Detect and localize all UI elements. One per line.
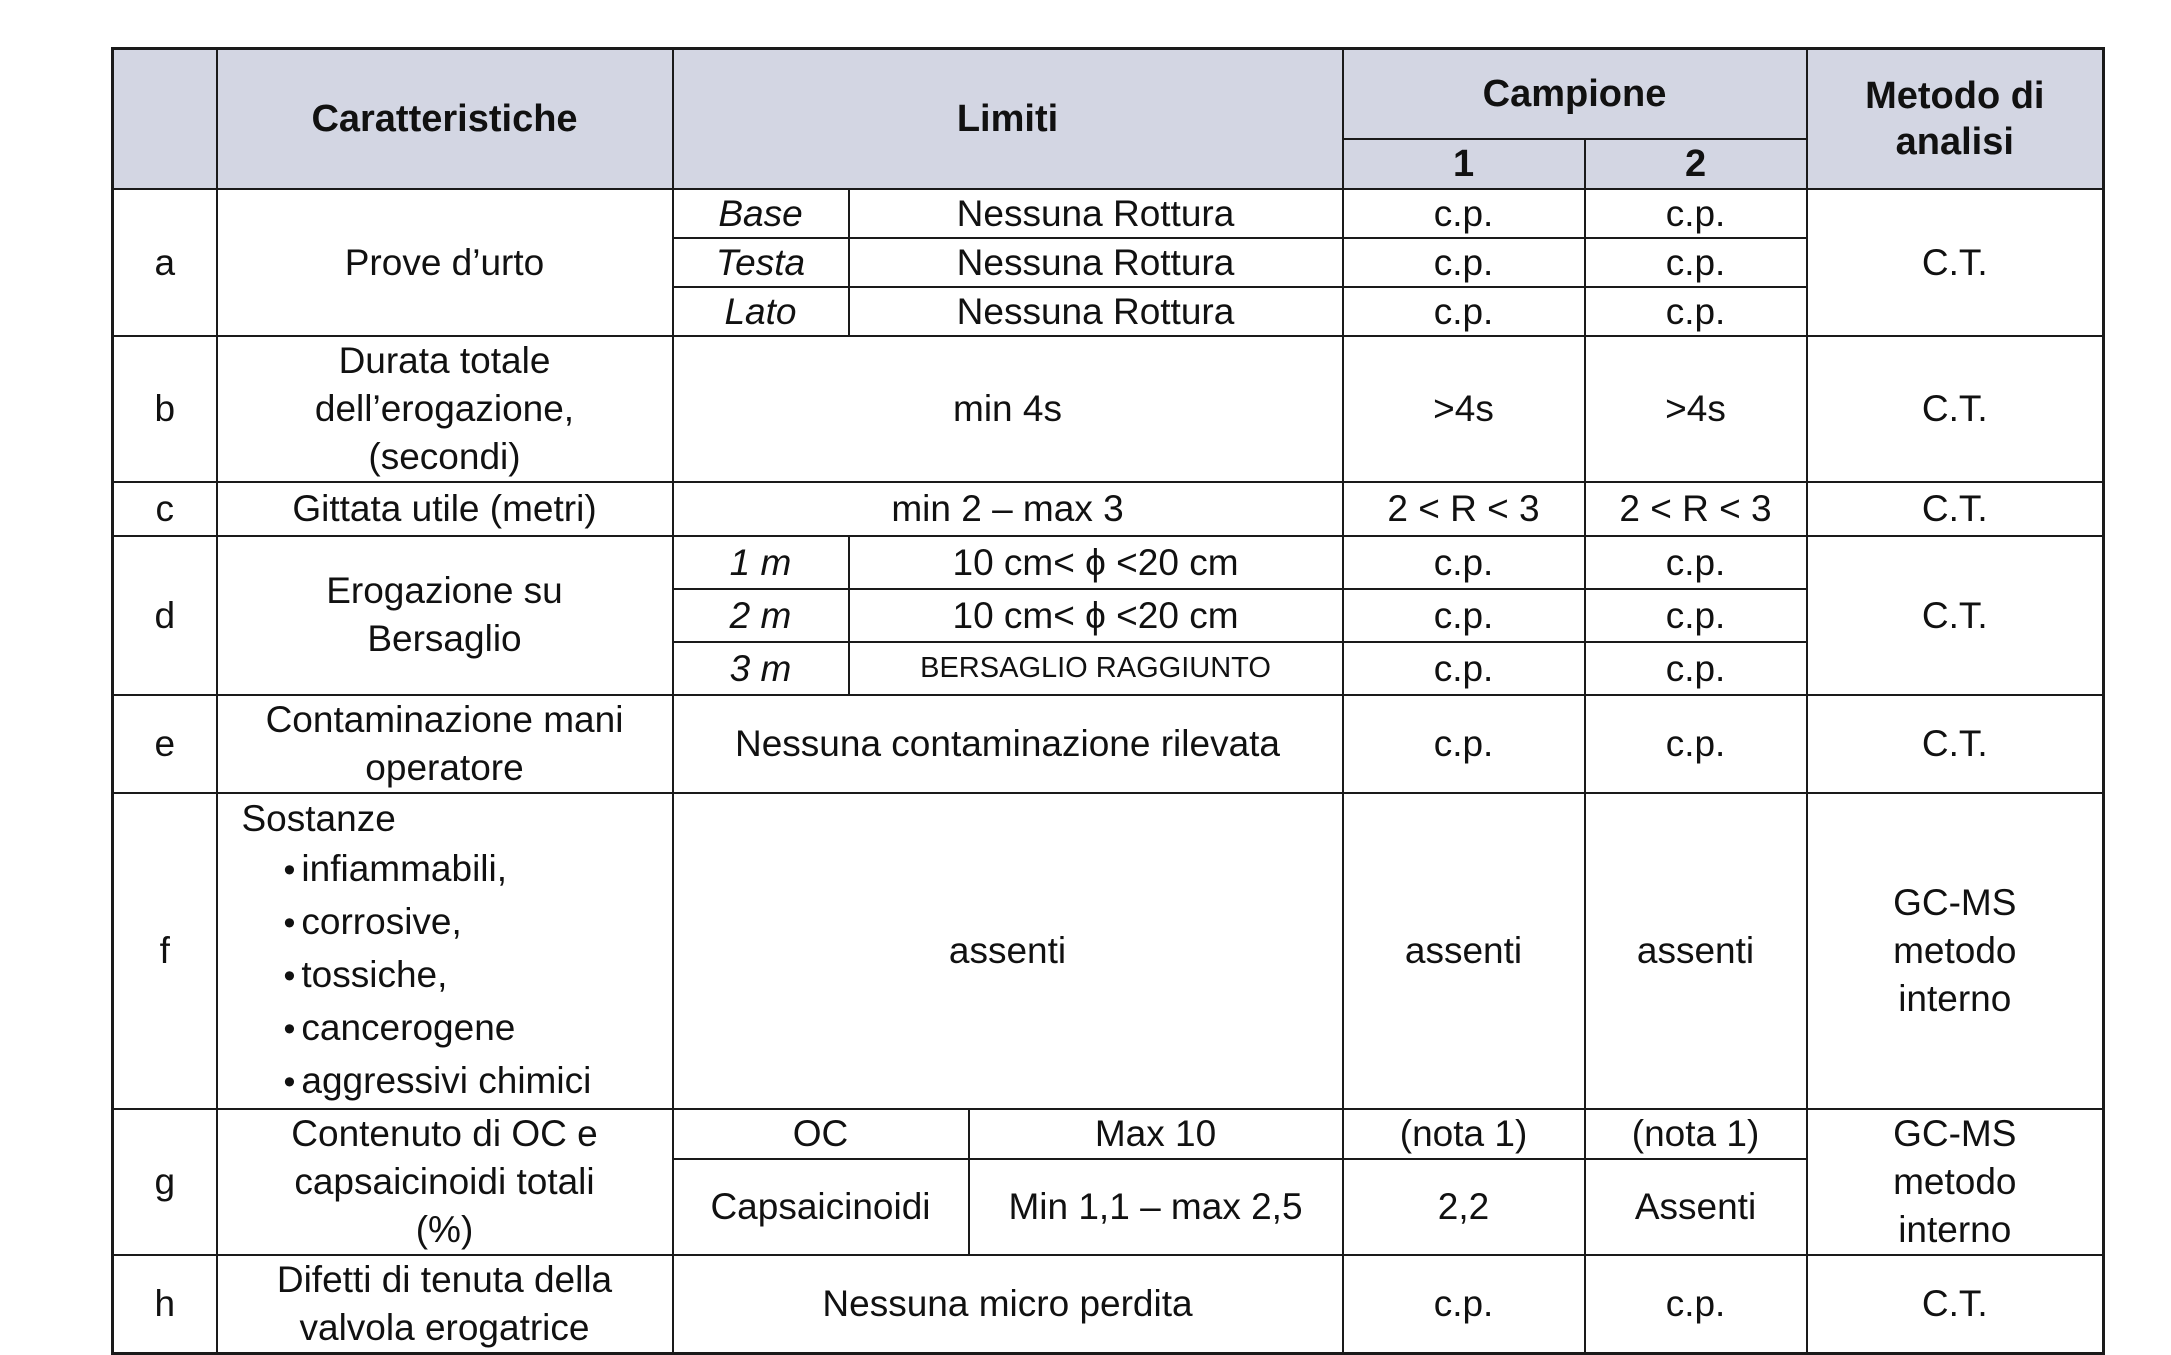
- method: [1807, 1109, 2104, 1255]
- row-name-line: Contenuto di OC e: [291, 1112, 598, 1154]
- row-id: e: [113, 695, 217, 793]
- method-line: metodo: [1893, 929, 2017, 971]
- header-limiti: Limiti: [673, 49, 1343, 189]
- row-name: [217, 1109, 673, 1255]
- header-campione-1: 1: [1343, 139, 1585, 189]
- method: C.T.: [1807, 536, 2104, 695]
- sample-1-value: c.p.: [1343, 695, 1585, 793]
- sample-1-value: 2 < R < 3: [1343, 482, 1585, 536]
- row-name: [217, 336, 673, 482]
- sub-label: 3 m: [673, 642, 849, 695]
- sample-2-value: c.p.: [1585, 695, 1807, 793]
- sub-limit: Nessuna Rottura: [849, 238, 1343, 287]
- sub-limit: Min 1,1 – max 2,5: [969, 1159, 1343, 1254]
- sample-2-value: Assenti: [1585, 1159, 1807, 1254]
- header-metodo-line1: Metodo di: [1865, 74, 2045, 117]
- row-id: b: [113, 336, 217, 482]
- sample-2-value: 2 < R < 3: [1585, 482, 1807, 536]
- table-row-e: [113, 695, 2104, 793]
- method-line: GC-MS: [1893, 881, 2017, 923]
- table-row-d: [113, 536, 2104, 589]
- sample-1-value: c.p.: [1343, 1255, 1585, 1354]
- header-campione-2: 2: [1585, 139, 1807, 189]
- table-row-a: [113, 189, 2104, 238]
- row-id: d: [113, 536, 217, 695]
- table-row-h: [113, 1255, 2104, 1354]
- sample-2-value: c.p.: [1585, 536, 1807, 589]
- sub-label: Capsaicinoidi: [673, 1159, 969, 1254]
- sample-1-value: (nota 1): [1343, 1109, 1585, 1160]
- header-index: [113, 49, 217, 189]
- table-row-f: [113, 793, 2104, 1109]
- header-metodo: [1807, 49, 2104, 189]
- specification-table: [111, 47, 2105, 1355]
- row-name-line: (secondi): [368, 435, 521, 477]
- method: C.T.: [1807, 482, 2104, 536]
- table-row-c: [113, 482, 2104, 536]
- list-item: • cancerogene: [284, 1002, 672, 1055]
- table-row-b: [113, 336, 2104, 482]
- sub-limit: Nessuna Rottura: [849, 287, 1343, 336]
- row-id: c: [113, 482, 217, 536]
- list-item: • corrosive,: [284, 896, 672, 949]
- sub-label: Lato: [673, 287, 849, 336]
- method-line: GC-MS: [1893, 1112, 2017, 1154]
- row-name-line: operatore: [365, 746, 524, 788]
- row-id: f: [113, 793, 217, 1109]
- sample-1-value: c.p.: [1343, 287, 1585, 336]
- row-name-line: Durata totale: [338, 339, 551, 381]
- row-name: Prove d’urto: [217, 189, 673, 336]
- row-name: [217, 1255, 673, 1354]
- sample-2-value: c.p.: [1585, 189, 1807, 238]
- row-name-line: Contaminazione mani: [265, 698, 624, 740]
- row-name: Gittata utile (metri): [217, 482, 673, 536]
- sub-label: OC: [673, 1109, 969, 1160]
- method: C.T.: [1807, 189, 2104, 336]
- header-caratteristiche: Caratteristiche: [217, 49, 673, 189]
- row-name: [217, 536, 673, 695]
- sub-label: Testa: [673, 238, 849, 287]
- row-limit: assenti: [673, 793, 1343, 1109]
- sample-2-value: c.p.: [1585, 642, 1807, 695]
- sub-limit: Nessuna Rottura: [849, 189, 1343, 238]
- row-name-line: dell’erogazione,: [314, 387, 575, 429]
- row-name-line: capsaicinoidi totali: [294, 1160, 595, 1202]
- row-limit: min 2 – max 3: [673, 482, 1343, 536]
- method-line: interno: [1898, 977, 2012, 1019]
- table-row-g: [113, 1109, 2104, 1160]
- row-name-line: valvola erogatrice: [299, 1306, 590, 1348]
- sample-2-value: (nota 1): [1585, 1109, 1807, 1160]
- sample-1-value: >4s: [1343, 336, 1585, 482]
- substances-list: [242, 843, 672, 1108]
- sample-1-value: c.p.: [1343, 642, 1585, 695]
- sub-limit: BERSAGLIO RAGGIUNTO: [849, 642, 1343, 695]
- list-item: • aggressivi chimici: [284, 1055, 672, 1108]
- row-id: g: [113, 1109, 217, 1255]
- sub-label: 2 m: [673, 589, 849, 642]
- sample-2-value: c.p.: [1585, 589, 1807, 642]
- sample-1-value: assenti: [1343, 793, 1585, 1109]
- method-line: metodo: [1893, 1160, 2017, 1202]
- row-name: [217, 793, 673, 1109]
- method: [1807, 793, 2104, 1109]
- row-name-line: Difetti di tenuta della: [276, 1258, 613, 1300]
- method: C.T.: [1807, 1255, 2104, 1354]
- sub-limit: 10 cm< ϕ <20 cm: [849, 536, 1343, 589]
- sample-2-value: c.p.: [1585, 238, 1807, 287]
- sample-1-value: c.p.: [1343, 589, 1585, 642]
- list-item: • tossiche,: [284, 949, 672, 1002]
- method: C.T.: [1807, 336, 2104, 482]
- row-limit: min 4s: [673, 336, 1343, 482]
- sub-label: Base: [673, 189, 849, 238]
- row-name-line: Erogazione su: [326, 570, 563, 611]
- row-id: h: [113, 1255, 217, 1354]
- row-name-title: Sostanze: [241, 797, 396, 839]
- row-name-line: Bersaglio: [367, 618, 522, 659]
- method: C.T.: [1807, 695, 2104, 793]
- header-campione: Campione: [1343, 49, 1807, 139]
- list-item: • infiammabili,: [284, 843, 672, 896]
- row-id: a: [113, 189, 217, 336]
- header-metodo-line2: analisi: [1895, 120, 2014, 163]
- method-line: interno: [1898, 1208, 2012, 1250]
- sample-1-value: c.p.: [1343, 189, 1585, 238]
- sample-1-value: c.p.: [1343, 536, 1585, 589]
- sample-2-value: c.p.: [1585, 287, 1807, 336]
- sample-2-value: >4s: [1585, 336, 1807, 482]
- sub-limit: 10 cm< ϕ <20 cm: [849, 589, 1343, 642]
- sample-2-value: c.p.: [1585, 1255, 1807, 1354]
- sub-limit: Max 10: [969, 1109, 1343, 1160]
- sample-1-value: 2,2: [1343, 1159, 1585, 1254]
- row-limit: Nessuna contaminazione rilevata: [673, 695, 1343, 793]
- row-name-line: (%): [415, 1208, 474, 1250]
- row-limit: Nessuna micro perdita: [673, 1255, 1343, 1354]
- sample-2-value: assenti: [1585, 793, 1807, 1109]
- row-name: [217, 695, 673, 793]
- sub-label: 1 m: [673, 536, 849, 589]
- sample-1-value: c.p.: [1343, 238, 1585, 287]
